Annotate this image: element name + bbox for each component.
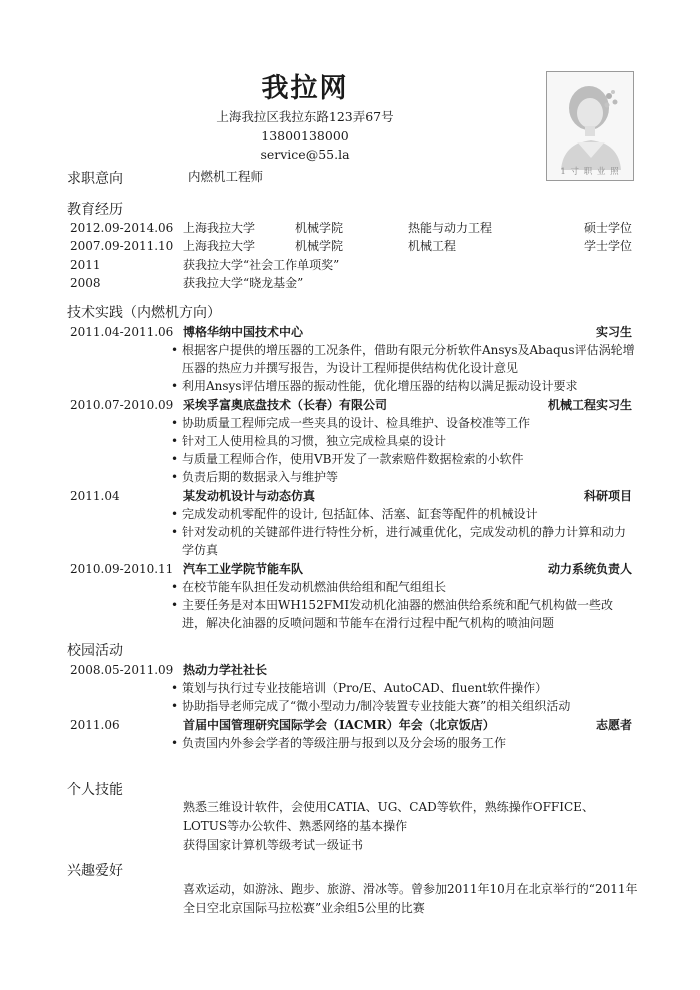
campus-bullet: • 策划与执行过专业技能培训（Pro/E、AutoCAD、fluent软件操作） bbox=[171, 679, 635, 697]
practice-bullet: • 与质量工程师合作，使用VB开发了一款索赔件数据检索的小软件 bbox=[171, 450, 635, 468]
edu-degree: 学士学位 bbox=[583, 239, 632, 253]
resume-name: 我拉网 bbox=[261, 73, 349, 104]
practice-date: 2011.04 bbox=[70, 489, 120, 503]
award-text: 获我拉大学“晓龙基金” bbox=[183, 276, 304, 290]
campus-org: 热动力学社社长 bbox=[183, 663, 268, 677]
campus-bullet: • 协助指导老师完成了“微小型动力/制冷装置专业技能大赛”的相关组织活动 bbox=[171, 697, 635, 715]
edu-school: 上海我拉大学 bbox=[183, 239, 256, 253]
edu-college: 机械学院 bbox=[295, 221, 344, 235]
practice-role: 机械工程实习生 bbox=[547, 398, 632, 412]
campus-role: 志愿者 bbox=[595, 718, 632, 732]
section-title-campus: 校园活动 bbox=[67, 643, 123, 659]
photo-caption: 1 寸 职 业 照 bbox=[560, 167, 620, 177]
campus-org: 首届中国管理研究国际学会（IACMR）年会（北京饭店） bbox=[183, 718, 495, 732]
practice-org: 汽车工业学院节能车队 bbox=[183, 562, 304, 576]
award-text: 获我拉大学“社会工作单项奖” bbox=[183, 258, 340, 272]
practice-date: 2011.04-2011.06 bbox=[70, 325, 174, 339]
contact-phone: 13800138000 bbox=[261, 128, 349, 143]
practice-bullet: • 在校节能车队担任发动机燃油供给组和配气组组长 bbox=[171, 578, 635, 596]
practice-bullet: • 利用Ansys评估增压器的振动性能，优化增压器的结构以满足振动设计要求 bbox=[171, 377, 635, 395]
contact-email: service@55.la bbox=[260, 147, 350, 162]
section-title-practice: 技术实践（内燃机方向） bbox=[67, 305, 221, 321]
edu-major: 热能与动力工程 bbox=[408, 221, 493, 235]
contact-address: 上海我拉区我拉东路123弄67号 bbox=[216, 109, 394, 124]
campus-date: 2011.06 bbox=[70, 718, 120, 732]
practice-bullet: • 针对发动机的关键部件进行特性分析，进行减重优化，完成发动机的静力计算和动力学仿真 bbox=[171, 523, 635, 559]
practice-bullet: • 负责后期的数据录入与维护等 bbox=[171, 468, 635, 486]
edu-degree: 硕士学位 bbox=[583, 221, 632, 235]
practice-org: 采埃孚富奥底盘技术（长春）有限公司 bbox=[183, 398, 388, 412]
award-date: 2008 bbox=[70, 276, 101, 290]
edu-date: 2007.09-2011.10 bbox=[70, 239, 174, 253]
skills-line: 熟悉三维设计软件，会使用CATIA、UG、CAD等软件，熟练操作OFFICE、LOTUS等办公软件、熟悉网络的基本操作 bbox=[183, 800, 594, 833]
portrait-photo bbox=[546, 71, 634, 181]
campus-bullet: • 负责国内外参会学者的等级注册与报到以及分会场的服务工作 bbox=[171, 734, 635, 752]
section-title-skills: 个人技能 bbox=[67, 782, 123, 798]
section-title-objective: 求职意向 bbox=[67, 171, 123, 187]
edu-school: 上海我拉大学 bbox=[183, 221, 256, 235]
practice-bullet: • 针对工人使用检具的习惯，独立完成检具桌的设计 bbox=[171, 432, 635, 450]
skills-line: 获得国家计算机等级考试一级证书 bbox=[183, 838, 364, 852]
edu-date: 2012.09-2014.06 bbox=[70, 221, 174, 235]
campus-date: 2008.05-2011.09 bbox=[70, 663, 174, 677]
practice-role: 实习生 bbox=[595, 325, 632, 339]
practice-role: 科研项目 bbox=[583, 489, 632, 503]
objective-value: 内燃机工程师 bbox=[188, 169, 264, 184]
edu-college: 机械学院 bbox=[295, 239, 344, 253]
section-title-education: 教育经历 bbox=[67, 202, 123, 218]
hobbies-text: 喜欢运动，如游泳、跑步、旅游、滑冰等。曾参加2011年10月在北京举行的“2011年全日空北京国际马拉松赛”业余组5公里的比赛 bbox=[183, 882, 638, 915]
practice-bullet: • 完成发动机零配件的设计, 包括缸体、活塞、缸套等配件的机械设计 bbox=[171, 505, 635, 523]
practice-bullet: • 协助质量工程师完成一些夹具的设计、检具维护、设备校准等工作 bbox=[171, 414, 635, 432]
award-date: 2011 bbox=[70, 258, 101, 272]
practice-bullet: • 根据客户提供的增压器的工况条件，借助有限元分析软件Ansys及Abaqus评估涡轮增压器的热应力并撰写报告，为设计工程师提供结构优化设计意见 bbox=[171, 341, 635, 377]
edu-major: 机械工程 bbox=[408, 239, 457, 253]
practice-org: 某发动机设计与动态仿真 bbox=[183, 489, 316, 503]
practice-date: 2010.09-2010.11 bbox=[70, 562, 174, 576]
practice-org: 博格华纳中国技术中心 bbox=[183, 325, 304, 339]
practice-bullet: • 主要任务是对本田WH152FMI发动机化油器的燃油供给系统和配气机构做一些改进，解决化油器的反喷问题和节能车在滑行过程中配气机构的喷油问题 bbox=[171, 596, 635, 632]
practice-role: 动力系统负责人 bbox=[547, 562, 632, 576]
practice-date: 2010.07-2010.09 bbox=[70, 398, 174, 412]
section-title-hobbies: 兴趣爱好 bbox=[67, 863, 123, 879]
